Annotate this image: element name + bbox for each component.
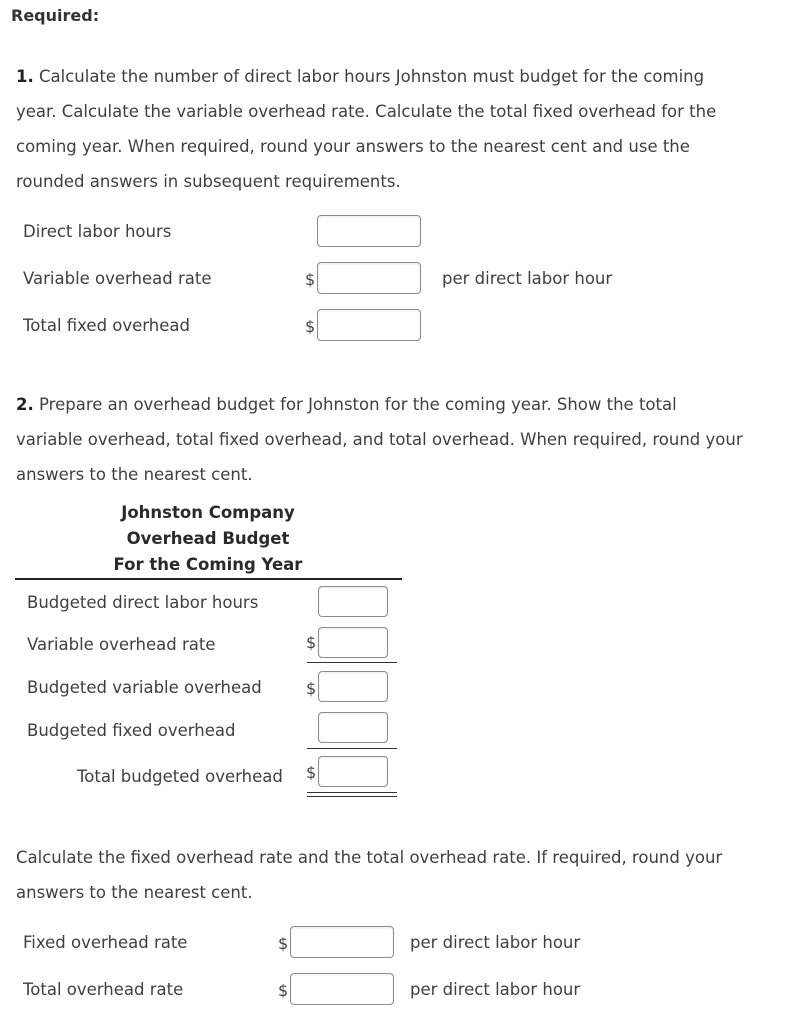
total-fixed-overhead-label: Total fixed overhead: [23, 316, 190, 335]
budget-title: Overhead Budget: [126, 529, 290, 548]
budget-variable-overhead-rate-input[interactable]: [318, 627, 388, 658]
fixed-overhead-rate-label: Fixed overhead rate: [23, 933, 188, 952]
fixed-overhead-rate-unit: per direct labor hour: [410, 933, 581, 952]
budget-period: For the Coming Year: [113, 555, 303, 574]
budget-company-name: Johnston Company: [121, 503, 295, 522]
part3-line-2: answers to the nearest cent.: [16, 883, 253, 902]
part1-line-4: rounded answers in subsequent requirements.: [16, 172, 401, 191]
budget-header-rule: [15, 578, 402, 580]
subtotal-rule: [307, 662, 397, 663]
total-overhead-rate-input[interactable]: [290, 973, 394, 1005]
part2-line-2: variable overhead, total fixed overhead, and total overhead. When required, round your: [16, 430, 743, 449]
total-overhead-rate-unit: per direct labor hour: [410, 980, 581, 999]
part1-line-2: year. Calculate the variable overhead rate. Calculate the total fixed overhead for the: [16, 102, 717, 121]
part2-line-3: answers to the nearest cent.: [16, 465, 253, 484]
total-double-rule-top: [307, 792, 397, 793]
dollar-sign: $: [306, 679, 317, 698]
part1-instructions: [16, 59, 792, 199]
direct-labor-hours-input[interactable]: [317, 215, 421, 247]
budget-variable-overhead-rate-label: Variable overhead rate: [27, 635, 216, 654]
variable-overhead-rate-unit: per direct labor hour: [442, 269, 613, 288]
required-heading: Required:: [11, 6, 100, 25]
dollar-sign: $: [306, 763, 317, 782]
total-budgeted-overhead-input[interactable]: [318, 756, 388, 787]
budgeted-fixed-overhead-label: Budgeted fixed overhead: [27, 721, 236, 740]
budgeted-variable-overhead-input[interactable]: [318, 671, 388, 702]
variable-overhead-rate-label: Variable overhead rate: [23, 269, 212, 288]
total-double-rule-bottom: [307, 796, 397, 797]
total-overhead-rate-label: Total overhead rate: [23, 980, 184, 999]
dollar-sign: $: [278, 934, 289, 953]
part1-line-3: coming year. When required, round your answers to the nearest cent and use the: [16, 137, 690, 156]
budgeted-variable-overhead-label: Budgeted variable overhead: [27, 678, 262, 697]
part2-number: 2.: [16, 395, 34, 414]
part2-line-1: Prepare an overhead budget for Johnston for the coming year. Show the total: [39, 395, 677, 414]
budgeted-direct-labor-hours-input[interactable]: [318, 586, 388, 617]
dollar-sign: $: [306, 633, 317, 652]
part2-instructions: [16, 387, 792, 492]
dollar-sign: $: [278, 981, 289, 1000]
fixed-overhead-rate-input[interactable]: [290, 926, 394, 958]
direct-labor-hours-label: Direct labor hours: [23, 222, 172, 241]
part1-line-1: Calculate the number of direct labor hours Johnston must budget for the coming: [39, 67, 705, 86]
subtotal-rule: [307, 748, 397, 749]
budgeted-direct-labor-hours-label: Budgeted direct labor hours: [27, 593, 259, 612]
dollar-sign: $: [305, 270, 316, 289]
part1-number: 1.: [16, 67, 34, 86]
variable-overhead-rate-input[interactable]: [317, 262, 421, 294]
part3-line-1: Calculate the fixed overhead rate and the total overhead rate. If required, round your: [16, 848, 723, 867]
dollar-sign: $: [305, 317, 316, 336]
total-fixed-overhead-input[interactable]: [317, 309, 421, 341]
part3-instructions: [16, 840, 792, 910]
total-budgeted-overhead-label: Total budgeted overhead: [77, 767, 283, 786]
budgeted-fixed-overhead-input[interactable]: [318, 712, 388, 743]
